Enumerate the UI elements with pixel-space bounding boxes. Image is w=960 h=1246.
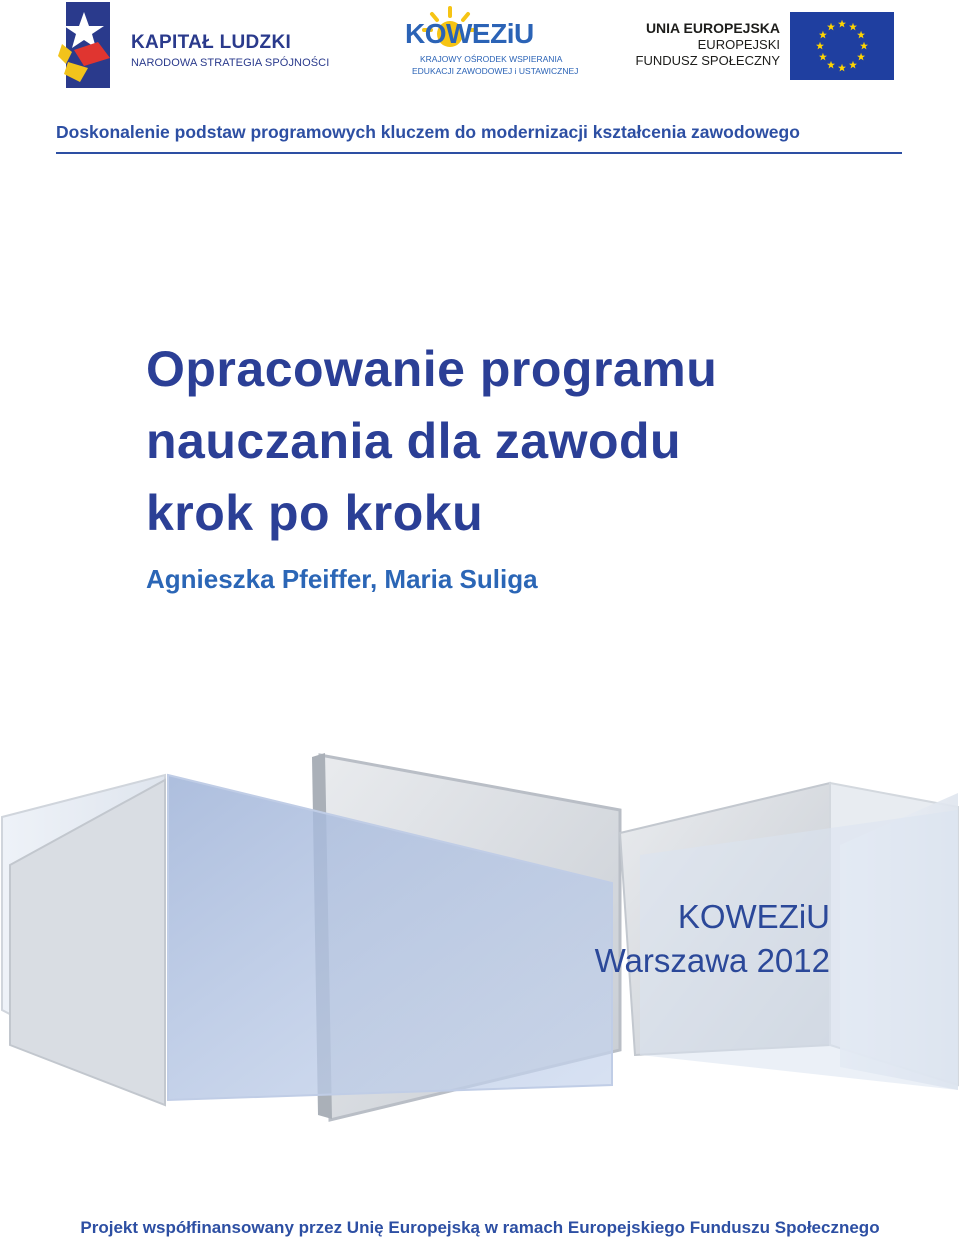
- eu-star-icon: [838, 64, 846, 72]
- kapital-ludzki-logo: [58, 2, 338, 90]
- kapital-ludzki-subtitle: NARODOWA STRATEGIA SPÓJNOŚCI: [131, 57, 330, 69]
- eu-star-icon: [827, 61, 835, 69]
- title-line-1: Opracowanie programu: [146, 341, 718, 397]
- eu-star-icon: [857, 31, 865, 39]
- kapital-ludzki-emblem-icon: [58, 2, 128, 90]
- project-header: Doskonalenie podstaw programowych kluczem do modernizacji kształcenia zawodowego: [56, 122, 800, 142]
- eu-subtitle-1: EUROPEJSKI: [697, 37, 780, 52]
- publisher-place-year: Warszawa 2012: [594, 942, 830, 979]
- eu-title: UNIA EUROPEJSKA: [645, 20, 780, 36]
- eu-logo: [620, 12, 896, 82]
- eu-star-icon: [819, 53, 827, 61]
- header-divider: [56, 152, 902, 154]
- kapital-ludzki-title: KAPITAŁ LUDZKI: [131, 32, 292, 53]
- authors: Agnieszka Pfeiffer, Maria Suliga: [146, 564, 538, 594]
- title-line-3: krok po kroku: [146, 485, 484, 541]
- funding-footer: Projekt współfinansowany przez Unię Europejską w ramach Europejskiego Funduszu Społecznego: [80, 1218, 880, 1237]
- eu-star-icon: [819, 31, 827, 39]
- eu-stars: [790, 12, 894, 80]
- eu-star-icon: [849, 61, 857, 69]
- eu-star-icon: [857, 53, 865, 61]
- eu-star-icon: [849, 23, 857, 31]
- eu-star-icon: [827, 23, 835, 31]
- title-line-2: nauczania dla zawodu: [146, 413, 682, 469]
- eu-flag-icon: [790, 12, 894, 80]
- koweziu-logo: [400, 6, 579, 88]
- koweziu-name: KOWEZiU: [405, 18, 534, 49]
- koweziu-subtitle-1: KRAJOWY OŚRODEK WSPIERANIA: [420, 54, 563, 64]
- koweziu-subtitle-2: EDUKACJI ZAWODOWEJ i USTAWICZNEJ: [412, 66, 579, 76]
- eu-subtitle-2: FUNDUSZ SPOŁECZNY: [635, 53, 780, 68]
- document-title: [146, 333, 846, 549]
- eu-star-icon: [838, 20, 846, 28]
- eu-star-icon: [816, 42, 824, 50]
- publisher-block: [560, 895, 830, 983]
- eu-star-icon: [860, 42, 868, 50]
- publisher-name: KOWEZiU: [677, 898, 830, 935]
